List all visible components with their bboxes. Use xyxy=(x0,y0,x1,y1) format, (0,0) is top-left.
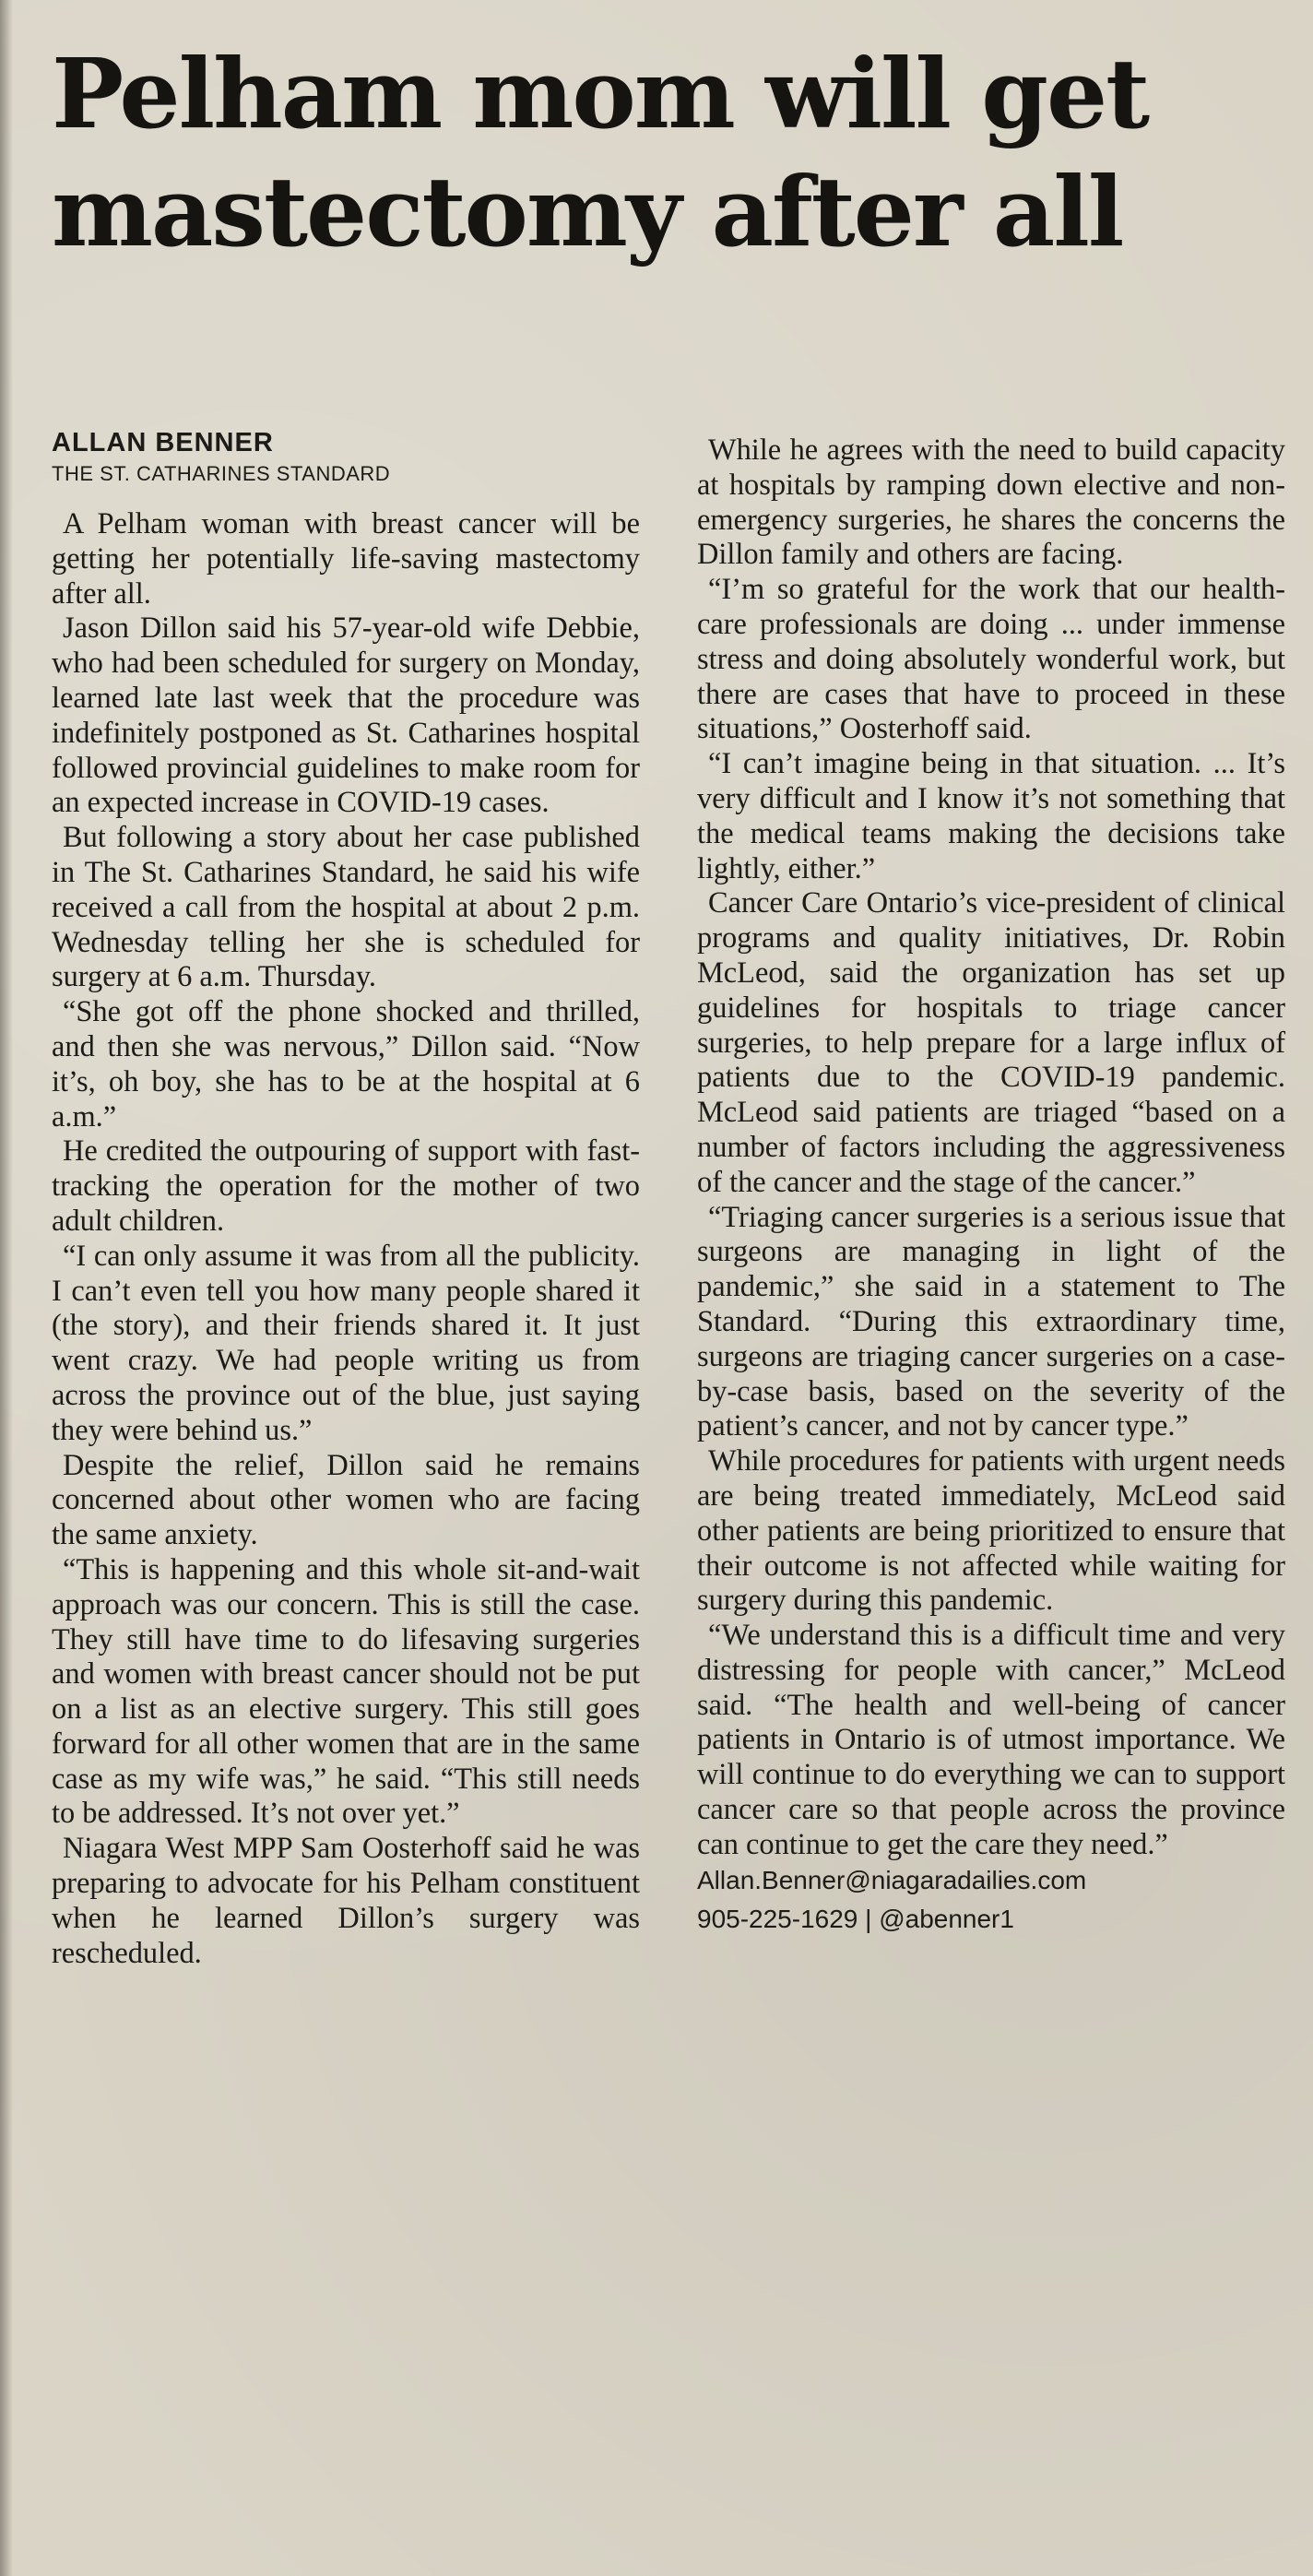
headline-line-2: mastectomy after all xyxy=(52,155,1123,268)
author-email: Allan.Benner@niagaradailies.com xyxy=(697,1865,1087,1894)
paragraph: But following a story about her case published in The St. Catharines Standard, he said his wife received a call from the hospital at about 2 p.m. Wednesday telling her she is scheduled for surgery at 6 a.m. Thursday. xyxy=(52,821,640,994)
headline-line-1: Pelham mom will get xyxy=(52,37,1149,150)
byline-outlet: THE ST. CATHARINES STANDARD xyxy=(52,462,391,485)
paragraph: A Pelham woman with breast cancer will be getting her potentially life-saving mastectomy after all. xyxy=(52,507,640,611)
paragraph: “Triaging cancer surgeries is a serious issue that surgeons are managing in light of the pandemic,” she said in a statement to The Standard. “During this extraordinary time, surgeons are triaging cancer surgeries on a case-by-case basis, based on the severity of the patient’s cancer, and not by cancer type.” xyxy=(697,1200,1285,1443)
paragraph: Niagara West MPP Sam Oosterhoff said he was preparing to advocate for his Pelham constituent when he learned Dillon’s surgery was rescheduled. xyxy=(52,1832,640,1970)
paragraph: “We understand this is a difficult time and very distressing for people with cancer,” McLeod said. “The health and well-being of cancer patients in Ontario is of utmost importance. We will continue to do everything we can to support cancer care so that people across the province can continue to get the care they need.” xyxy=(697,1619,1285,1861)
paragraph: Cancer Care Ontario’s vice-president of clinical programs and quality initiatives, Dr. Robin McLeod, said the organization has set up guidelines for hospitals to triage cancer surgeries, to help prepare for a large influx of patients due to the COVID-19 pandemic. McLeod said patients are triaged “based on a number of factors including the aggressiveness of the cancer and the stage of the cancer.” xyxy=(697,886,1285,1199)
paragraph: Jason Dillon said his 57-year-old wife Debbie, who had been scheduled for surgery on Monday, learned late last week that the procedure was indefinitely postponed as St. Catharines hospital followed provincial guidelines to make room for an expected increase in COVID-19 cases. xyxy=(52,611,640,820)
article-column-right xyxy=(697,433,1285,1937)
paragraph: While procedures for patients with urgent needs are being treated immediately, McLeod said other patients are being prioritized to ensure that their outcome is not affected while waiting for surgery during this pandemic. xyxy=(697,1444,1285,1618)
paragraph: Despite the relief, Dillon said he remains concerned about other women who are facing the same anxiety. xyxy=(52,1448,640,1552)
byline-author: ALLAN BENNER xyxy=(52,428,274,457)
author-phone-twitter: 905-225-1629 | @abenner1 xyxy=(697,1904,1014,1933)
paragraph: “She got off the phone shocked and thrilled, and then she was nervous,” Dillon said. “Now it’s, oh boy, she has to be at the hospital at 6 a.m.” xyxy=(52,995,640,1134)
paragraph: He credited the outpouring of support with fast-tracking the operation for the mother of two adult children. xyxy=(52,1134,640,1238)
byline xyxy=(52,426,642,489)
article-column-left xyxy=(52,507,640,1971)
paragraph: “I can’t imagine being in that situation. ... It’s very difficult and I know it’s not something that the medical teams making the decisions take lightly, either.” xyxy=(697,747,1285,885)
paragraph: “I’m so grateful for the work that our health-care professionals are doing ... under immense stress and doing absolutely wonderful work, but there are cases that have to proceed in these situations,” Oosterhoff said. xyxy=(697,573,1285,746)
paragraph: While he agrees with the need to build capacity at hospitals by ramping down elective and non-emergency surgeries, he shares the concerns the Dillon family and others are facing. xyxy=(697,433,1285,572)
paragraph: “I can only assume it was from all the publicity. I can’t even tell you how many people shared it (the story), and their friends shared it. It just went crazy. We had people writing us from across the province out of the blue, just saying they were behind us.” xyxy=(52,1239,640,1447)
headline xyxy=(52,35,1287,271)
paragraph: “This is happening and this whole sit-and-wait approach was our concern. This is still the case. They still have time to do lifesaving surgeries and women with breast cancer should not be put on a list as an elective surgery. This still goes forward for all other women that are in the same case as my wife was,” he said. “This still needs to be addressed. It’s not over yet.” xyxy=(52,1552,640,1831)
